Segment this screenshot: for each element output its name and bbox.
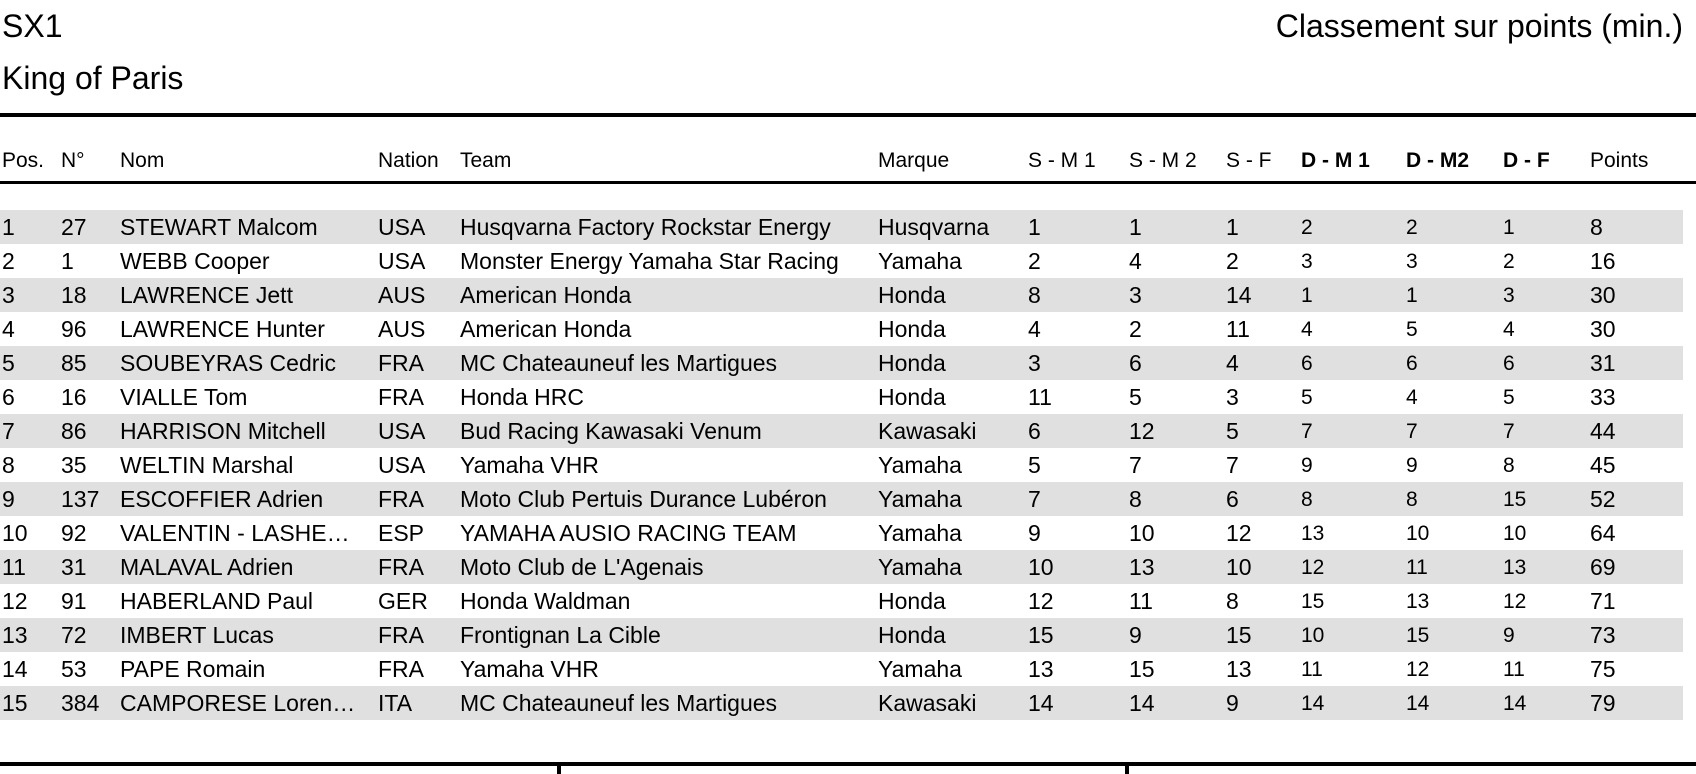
cell-d_f: 15 (1503, 488, 1527, 511)
cell-points: 30 (1590, 282, 1616, 308)
cell-d_m1: 3 (1301, 250, 1313, 273)
cell-d_m2: 2 (1406, 216, 1418, 239)
cell-d_m1: 6 (1301, 352, 1313, 375)
cell-marque: Yamaha (878, 656, 962, 682)
footer-divider (1125, 762, 1129, 774)
table-row (0, 584, 1683, 618)
cell-marque: Honda (878, 350, 946, 376)
cell-points: 52 (1590, 486, 1616, 512)
cell-s_m1: 6 (1028, 418, 1041, 444)
cell-nation: GER (378, 588, 428, 614)
column-header-nation: Nation (378, 149, 439, 172)
cell-marque: Honda (878, 588, 946, 614)
cell-pos: 6 (2, 384, 15, 410)
cell-s_m2: 7 (1129, 452, 1142, 478)
cell-s_m2: 12 (1129, 418, 1155, 444)
cell-s_m1: 3 (1028, 350, 1041, 376)
cell-team: Husqvarna Factory Rockstar Energy (460, 214, 831, 240)
footer-divider (557, 762, 561, 774)
cell-d_m2: 14 (1406, 692, 1430, 715)
cell-name: CAMPORESE Loren… (120, 690, 356, 716)
cell-num: 31 (61, 554, 87, 580)
cell-num: 35 (61, 452, 87, 478)
ranking-title: Classement sur points (min.) (1275, 8, 1683, 44)
cell-s_m1: 2 (1028, 248, 1041, 274)
cell-s_f: 4 (1226, 350, 1239, 376)
cell-d_f: 11 (1503, 658, 1525, 681)
column-header-points: Points (1590, 149, 1649, 172)
cell-points: 33 (1590, 384, 1616, 410)
cell-d_m2: 15 (1406, 624, 1430, 647)
cell-name: HARRISON Mitchell (120, 418, 326, 444)
cell-d_f: 14 (1503, 692, 1527, 715)
cell-d_m1: 4 (1301, 318, 1313, 341)
cell-marque: Honda (878, 384, 946, 410)
event-title: King of Paris (2, 60, 184, 96)
column-header-d_m1: D - M 1 (1301, 149, 1370, 172)
table-row (0, 482, 1683, 516)
column-header-d_f: D - F (1503, 149, 1550, 172)
cell-nation: ESP (378, 520, 425, 546)
cell-s_f: 7 (1226, 452, 1239, 478)
cell-d_f: 2 (1503, 250, 1515, 273)
cell-name: WEBB Cooper (120, 248, 270, 274)
cell-marque: Yamaha (878, 520, 962, 546)
cell-pos: 13 (2, 622, 28, 648)
cell-points: 8 (1590, 214, 1603, 240)
cell-d_m2: 9 (1406, 454, 1418, 477)
cell-pos: 5 (2, 350, 15, 376)
category-title: SX1 (2, 8, 63, 44)
top-rule (0, 113, 1696, 117)
cell-name: IMBERT Lucas (120, 622, 274, 648)
cell-name: MALAVAL Adrien (120, 554, 294, 580)
cell-s_f: 9 (1226, 690, 1239, 716)
cell-num: 16 (61, 384, 87, 410)
column-header-name: Nom (120, 149, 165, 172)
cell-name: HABERLAND Paul (120, 588, 314, 614)
cell-num: 91 (61, 588, 87, 614)
cell-pos: 12 (2, 588, 28, 614)
cell-nation: USA (378, 214, 426, 240)
cell-d_m2: 10 (1406, 522, 1430, 545)
cell-nation: FRA (378, 656, 424, 682)
cell-s_f: 12 (1226, 520, 1252, 546)
table-header-row (0, 144, 1683, 178)
cell-s_f: 15 (1226, 622, 1252, 648)
table-row (0, 618, 1683, 652)
cell-num: 18 (61, 282, 87, 308)
cell-d_f: 9 (1503, 624, 1515, 647)
cell-s_m2: 5 (1129, 384, 1142, 410)
cell-d_m2: 13 (1406, 590, 1430, 613)
cell-pos: 9 (2, 486, 15, 512)
cell-d_f: 3 (1503, 284, 1515, 307)
cell-nation: FRA (378, 554, 424, 580)
cell-s_m2: 6 (1129, 350, 1142, 376)
cell-pos: 14 (2, 656, 28, 682)
cell-s_m1: 5 (1028, 452, 1041, 478)
cell-d_m2: 1 (1406, 284, 1418, 307)
cell-num: 137 (61, 486, 100, 512)
cell-nation: FRA (378, 486, 424, 512)
table-row (0, 346, 1683, 380)
cell-num: 53 (61, 656, 87, 682)
cell-s_m1: 11 (1028, 384, 1052, 410)
cell-num: 86 (61, 418, 87, 444)
cell-s_m1: 12 (1028, 588, 1054, 614)
column-header-pos: Pos. (2, 149, 45, 172)
cell-marque: Honda (878, 622, 946, 648)
cell-marque: Yamaha (878, 452, 962, 478)
results-table-body (0, 210, 1683, 720)
cell-d_f: 1 (1503, 216, 1515, 239)
footer-rule (0, 762, 1696, 766)
cell-marque: Husqvarna (878, 214, 990, 240)
cell-marque: Honda (878, 316, 946, 342)
cell-num: 384 (61, 690, 100, 716)
cell-s_m2: 8 (1129, 486, 1142, 512)
cell-d_f: 7 (1503, 420, 1515, 443)
cell-s_f: 10 (1226, 554, 1252, 580)
cell-name: LAWRENCE Jett (120, 282, 293, 308)
cell-name: VALENTIN - LASHE… (120, 520, 350, 546)
cell-team: Frontignan La Cible (460, 622, 661, 648)
cell-marque: Kawasaki (878, 690, 977, 716)
cell-pos: 10 (2, 520, 28, 546)
cell-num: 85 (61, 350, 87, 376)
cell-d_m2: 3 (1406, 250, 1418, 273)
cell-nation: USA (378, 418, 426, 444)
cell-d_f: 4 (1503, 318, 1515, 341)
cell-team: American Honda (460, 282, 632, 308)
cell-s_f: 11 (1226, 316, 1250, 342)
cell-name: LAWRENCE Hunter (120, 316, 325, 342)
cell-pos: 15 (2, 690, 28, 716)
cell-s_f: 6 (1226, 486, 1239, 512)
cell-name: WELTIN Marshal (120, 452, 294, 478)
cell-s_f: 5 (1226, 418, 1239, 444)
cell-s_m2: 13 (1129, 554, 1155, 580)
cell-points: 69 (1590, 554, 1616, 580)
cell-d_f: 10 (1503, 522, 1527, 545)
cell-d_m1: 10 (1301, 624, 1325, 647)
table-row (0, 210, 1683, 244)
cell-s_m2: 9 (1129, 622, 1142, 648)
cell-s_m2: 11 (1129, 588, 1153, 614)
cell-d_m1: 13 (1301, 522, 1325, 545)
cell-points: 71 (1590, 588, 1616, 614)
cell-team: Moto Club Pertuis Durance Lubéron (460, 486, 827, 512)
table-row (0, 278, 1683, 312)
cell-pos: 3 (2, 282, 15, 308)
cell-d_m1: 8 (1301, 488, 1313, 511)
cell-team: Yamaha VHR (460, 656, 599, 682)
cell-pos: 11 (2, 554, 26, 580)
table-row (0, 312, 1683, 346)
cell-s_m1: 4 (1028, 316, 1041, 342)
cell-team: Honda HRC (460, 384, 584, 410)
cell-s_m1: 9 (1028, 520, 1041, 546)
cell-num: 72 (61, 622, 87, 648)
cell-s_m1: 15 (1028, 622, 1054, 648)
cell-name: ESCOFFIER Adrien (120, 486, 324, 512)
table-row (0, 244, 1683, 278)
cell-team: Monster Energy Yamaha Star Racing (460, 248, 839, 274)
cell-s_m2: 1 (1129, 214, 1142, 240)
cell-d_f: 13 (1503, 556, 1527, 579)
cell-s_m1: 8 (1028, 282, 1041, 308)
cell-d_m2: 12 (1406, 658, 1430, 681)
column-header-s_m2: S - M 2 (1129, 149, 1197, 172)
cell-s_m2: 3 (1129, 282, 1142, 308)
cell-nation: ITA (378, 690, 413, 716)
cell-d_m1: 2 (1301, 216, 1313, 239)
table-row (0, 516, 1683, 550)
cell-s_f: 13 (1226, 656, 1252, 682)
table-row (0, 448, 1683, 482)
cell-team: MC Chateauneuf les Martigues (460, 350, 778, 376)
table-row (0, 550, 1683, 584)
cell-d_f: 5 (1503, 386, 1515, 409)
cell-pos: 8 (2, 452, 15, 478)
cell-points: 64 (1590, 520, 1616, 546)
cell-d_m1: 11 (1301, 658, 1323, 681)
cell-pos: 7 (2, 418, 15, 444)
cell-team: MC Chateauneuf les Martigues (460, 690, 778, 716)
cell-d_m2: 11 (1406, 556, 1428, 579)
cell-points: 16 (1590, 248, 1616, 274)
column-header-team: Team (460, 149, 512, 172)
cell-d_m2: 8 (1406, 488, 1418, 511)
cell-s_m1: 10 (1028, 554, 1054, 580)
cell-num: 96 (61, 316, 87, 342)
header-rule (0, 181, 1696, 184)
cell-nation: USA (378, 248, 426, 274)
cell-s_m2: 15 (1129, 656, 1155, 682)
cell-team: YAMAHA AUSIO RACING TEAM (460, 520, 797, 546)
cell-name: SOUBEYRAS Cedric (120, 350, 337, 376)
cell-s_m2: 2 (1129, 316, 1142, 342)
cell-num: 27 (61, 214, 87, 240)
cell-name: VIALLE Tom (120, 384, 248, 410)
cell-marque: Yamaha (878, 486, 962, 512)
cell-s_f: 1 (1226, 214, 1239, 240)
cell-s_f: 8 (1226, 588, 1239, 614)
table-row (0, 652, 1683, 686)
cell-s_m2: 14 (1129, 690, 1155, 716)
cell-s_f: 2 (1226, 248, 1239, 274)
cell-num: 92 (61, 520, 87, 546)
cell-s_f: 14 (1226, 282, 1252, 308)
cell-team: Bud Racing Kawasaki Venum (460, 418, 762, 444)
cell-s_m2: 10 (1129, 520, 1155, 546)
table-row (0, 686, 1683, 720)
table-row (0, 414, 1683, 448)
cell-d_m1: 12 (1301, 556, 1325, 579)
cell-marque: Yamaha (878, 554, 962, 580)
cell-points: 75 (1590, 656, 1616, 682)
cell-pos: 4 (2, 316, 15, 342)
cell-s_m1: 13 (1028, 656, 1054, 682)
cell-d_f: 6 (1503, 352, 1515, 375)
cell-nation: FRA (378, 622, 424, 648)
cell-d_m1: 1 (1301, 284, 1313, 307)
cell-d_f: 8 (1503, 454, 1515, 477)
cell-nation: AUS (378, 282, 426, 308)
cell-marque: Kawasaki (878, 418, 977, 444)
cell-d_f: 12 (1503, 590, 1527, 613)
cell-s_m1: 1 (1028, 214, 1041, 240)
cell-d_m2: 7 (1406, 420, 1418, 443)
cell-nation: AUS (378, 316, 426, 342)
cell-d_m1: 9 (1301, 454, 1313, 477)
cell-d_m2: 4 (1406, 386, 1418, 409)
cell-s_f: 3 (1226, 384, 1239, 410)
column-header-s_m1: S - M 1 (1028, 149, 1096, 172)
cell-points: 73 (1590, 622, 1616, 648)
cell-d_m2: 6 (1406, 352, 1418, 375)
cell-name: STEWART Malcom (120, 214, 318, 240)
cell-points: 31 (1590, 350, 1616, 376)
cell-team: Honda Waldman (460, 588, 631, 614)
cell-s_m1: 7 (1028, 486, 1041, 512)
column-header-d_m2: D - M2 (1406, 149, 1469, 172)
cell-points: 44 (1590, 418, 1616, 444)
column-header-s_f: S - F (1226, 149, 1272, 172)
cell-d_m1: 14 (1301, 692, 1325, 715)
cell-marque: Honda (878, 282, 946, 308)
cell-d_m1: 5 (1301, 386, 1313, 409)
cell-nation: FRA (378, 350, 424, 376)
cell-d_m2: 5 (1406, 318, 1418, 341)
cell-pos: 1 (2, 214, 15, 240)
cell-points: 79 (1590, 690, 1616, 716)
cell-points: 30 (1590, 316, 1616, 342)
cell-team: Yamaha VHR (460, 452, 599, 478)
cell-s_m2: 4 (1129, 248, 1142, 274)
column-header-num: N° (61, 149, 85, 172)
cell-num: 1 (61, 248, 74, 274)
cell-d_m1: 15 (1301, 590, 1325, 613)
cell-nation: USA (378, 452, 426, 478)
cell-team: Moto Club de L'Agenais (460, 554, 704, 580)
cell-pos: 2 (2, 248, 15, 274)
cell-marque: Yamaha (878, 248, 962, 274)
cell-s_m1: 14 (1028, 690, 1054, 716)
table-row (0, 380, 1683, 414)
column-header-marque: Marque (878, 149, 950, 172)
cell-nation: FRA (378, 384, 424, 410)
cell-team: American Honda (460, 316, 632, 342)
cell-points: 45 (1590, 452, 1616, 478)
cell-d_m1: 7 (1301, 420, 1313, 443)
cell-name: PAPE Romain (120, 656, 266, 682)
